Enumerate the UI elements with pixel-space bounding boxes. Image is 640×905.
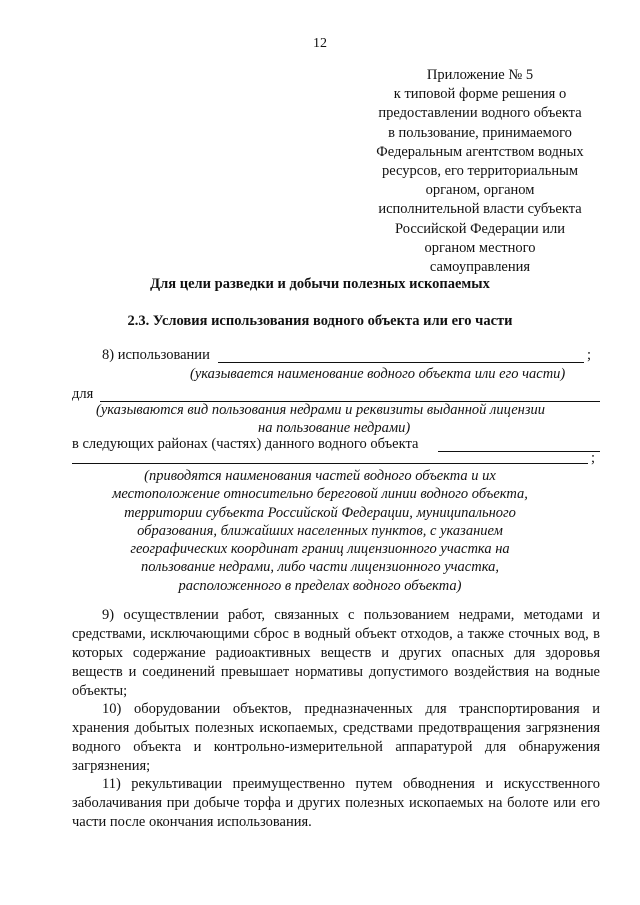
appendix-line: Федеральным агентством водных bbox=[376, 143, 584, 160]
purpose-heading: Для цели разведки и добычи полезных ископаемых bbox=[150, 276, 490, 292]
paragraph-11: 11) рекультивации преимущественно путем обводнения и искусственного заболачивания при добыче торфа и других полезных ископаемых на болоте или его части после окончания использования. bbox=[72, 776, 600, 830]
item8-end-mark: ; bbox=[587, 347, 592, 363]
appendix-line: самоуправления bbox=[429, 259, 531, 276]
areas-hint-line: географических координат границ лицензионного участка на bbox=[130, 541, 510, 558]
appendix-line: Приложение № 5 bbox=[426, 67, 534, 83]
areas-blank-2 bbox=[72, 463, 588, 464]
areas-hint-line: (приводятся наименования частей водного объекта и их bbox=[144, 468, 496, 484]
areas-end-mark: ; bbox=[591, 450, 596, 466]
subsoil-use-hint-2: на пользование недрами) bbox=[258, 420, 411, 436]
appendix-line: исполнительной власти субъекта bbox=[378, 201, 582, 218]
appendix-line: к типовой форме решения о bbox=[393, 86, 567, 103]
appendix-line: ресурсов, его территориальным bbox=[382, 163, 578, 180]
areas-hint-line: территории субъекта Российской Федерации, муниципального bbox=[124, 504, 516, 521]
water-object-hint: (указывается наименование водного объекта или его части) bbox=[190, 366, 566, 382]
areas-blank-1 bbox=[438, 451, 600, 452]
areas-hint-line: пользование недрами, либо части лицензионного участка, bbox=[140, 559, 500, 576]
areas-hint-line: образования, ближайших населенных пунктов, с указанием bbox=[137, 522, 503, 539]
areas-hint-line: расположенного в пределах водного объекта) bbox=[178, 577, 462, 594]
appendix-line: Российской Федерации или bbox=[395, 220, 565, 237]
water-object-blank bbox=[218, 362, 584, 363]
paragraph-10: 10) оборудовании объектов, предназначенных для транспортирования и хранения добытых полезных ископаемых, средствами предотвращения загрязнения водного объекта и контрольно-измерительной аппаратурой для обнаружения загрязнения; bbox=[72, 701, 600, 774]
appendix-line: предоставлении водного объекта bbox=[378, 105, 582, 122]
paragraph-9: 9) осуществлении работ, связанных с пользованием недрами, методами и средствами, исключающими сброс в водный объект отходов, а также сточных вод, в которых содержание радиоактивных веществ и других опасных для здоровья веществ и соединений превышает нормативы допустимого воздействия на водные объекты; bbox=[72, 607, 600, 699]
areas-hint-line: местоположение относительно береговой линии водного объекта, bbox=[112, 486, 528, 503]
areas-hint bbox=[0, 467, 640, 595]
section-title: 2.3. Условия использования водного объекта или его части bbox=[127, 313, 513, 329]
for-label: для bbox=[72, 386, 94, 402]
appendix-block bbox=[360, 66, 600, 277]
appendix-line: органом местного bbox=[424, 239, 536, 256]
item8-label: 8) использовании bbox=[102, 347, 210, 363]
appendix-line: в пользование, принимаемого bbox=[388, 124, 572, 141]
page-number: 12 bbox=[313, 36, 327, 51]
areas-label: в следующих районах (частях) данного водного объекта bbox=[72, 436, 419, 452]
appendix-line: органом, органом bbox=[425, 182, 535, 199]
subsoil-use-hint-1: (указываются вид пользования недрами и реквизиты выданной лицензии bbox=[96, 402, 546, 418]
